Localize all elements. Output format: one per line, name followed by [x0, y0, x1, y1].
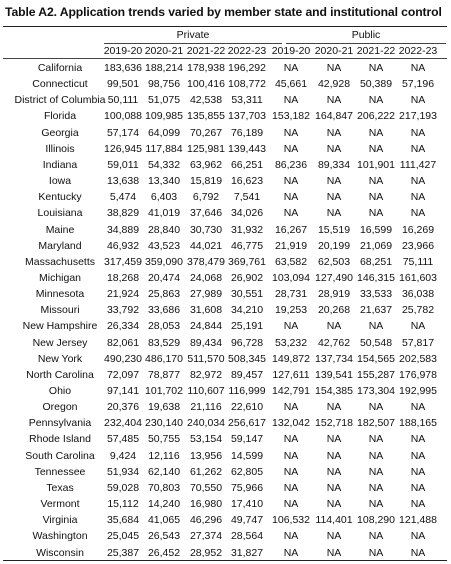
value-cell: 46,932 — [106, 239, 140, 252]
value-cell: 139,443 — [228, 142, 266, 155]
value-cell: 98,756 — [147, 78, 181, 91]
state-cell: Minnesota — [35, 288, 85, 301]
value-cell: 33,686 — [147, 304, 181, 317]
value-cell: 137,703 — [228, 110, 266, 123]
value-cell: NA — [326, 530, 342, 543]
value-cell: 30,730 — [189, 223, 223, 236]
year-header-4: 2019-20 — [271, 45, 311, 57]
value-cell: NA — [368, 175, 384, 188]
value-cell: 16,980 — [189, 498, 223, 511]
value-cell: 36,038 — [401, 288, 435, 301]
table-title: Table A2. Application trends varied by member state and institutional control — [5, 5, 442, 19]
year-header-0: 2019-20 — [103, 45, 143, 57]
value-cell: 116,999 — [228, 385, 266, 397]
value-cell: 176,978 — [399, 368, 437, 381]
value-cell: 230,140 — [145, 417, 183, 430]
value-cell: 183,636 — [104, 62, 142, 74]
value-cell: 78,877 — [147, 368, 181, 381]
value-cell: NA — [368, 207, 384, 220]
value-cell: 18,268 — [106, 271, 140, 284]
value-cell: 89,334 — [317, 158, 351, 171]
value-cell: 132,042 — [272, 417, 310, 430]
value-cell: 43,523 — [147, 239, 181, 252]
year-header-7: 2022-23 — [398, 45, 438, 57]
value-cell: NA — [368, 62, 384, 74]
value-cell: 16,623 — [230, 175, 264, 188]
value-cell: NA — [410, 498, 426, 511]
value-cell: 21,924 — [106, 288, 140, 301]
value-cell: 25,863 — [147, 288, 181, 301]
value-cell: 66,251 — [230, 158, 264, 171]
value-cell: 378,479 — [187, 255, 225, 268]
value-cell: NA — [410, 433, 426, 446]
value-cell: 196,292 — [228, 62, 266, 74]
value-cell: 26,452 — [147, 546, 181, 559]
state-cell: Georgia — [41, 126, 79, 139]
state-cell: New York — [37, 352, 83, 365]
value-cell: 53,311 — [231, 94, 263, 107]
value-cell: 46,296 — [189, 514, 223, 527]
value-cell: 27,989 — [189, 288, 223, 301]
value-cell: 20,268 — [317, 304, 351, 317]
value-cell: 126,945 — [104, 142, 142, 155]
value-cell: 317,459 — [104, 255, 142, 268]
value-cell: NA — [283, 175, 299, 188]
value-cell: 97,141 — [106, 385, 140, 397]
value-cell: NA — [368, 126, 384, 139]
value-cell: 20,376 — [106, 401, 140, 414]
value-cell: 54,332 — [147, 158, 181, 171]
value-cell: 206,222 — [357, 110, 395, 123]
value-cell: 76,189 — [230, 126, 264, 139]
value-cell: 182,507 — [357, 417, 395, 430]
value-cell: 42,538 — [189, 94, 223, 107]
value-cell: 31,932 — [230, 223, 264, 236]
value-cell: 139,541 — [315, 368, 353, 381]
state-cell: Oregon — [42, 401, 78, 414]
value-cell: 25,387 — [106, 546, 140, 559]
value-cell: NA — [368, 546, 384, 559]
value-cell: 19,638 — [147, 401, 181, 414]
value-cell: 53,154 — [189, 433, 223, 446]
value-cell: 25,782 — [401, 304, 435, 317]
value-cell: NA — [410, 401, 426, 414]
value-cell: NA — [283, 191, 299, 204]
value-cell: 192,995 — [399, 385, 437, 397]
value-cell: 70,803 — [147, 481, 181, 494]
state-cell: Ohio — [48, 385, 72, 397]
value-cell: NA — [368, 142, 384, 155]
value-cell: 57,817 — [401, 336, 435, 349]
value-cell: NA — [283, 94, 299, 107]
value-cell: 173,304 — [357, 385, 395, 397]
value-cell: NA — [410, 449, 426, 462]
value-cell: NA — [368, 498, 384, 511]
value-cell: 114,401 — [315, 514, 353, 527]
value-cell: 25,191 — [230, 320, 264, 333]
value-cell: 202,583 — [399, 352, 437, 365]
value-cell: 62,503 — [317, 255, 351, 268]
value-cell: 108,290 — [357, 514, 395, 527]
value-cell: 82,061 — [106, 336, 140, 349]
value-cell: 33,792 — [106, 304, 140, 317]
value-cell: 7,541 — [233, 191, 261, 204]
value-cell: 46,775 — [230, 239, 264, 252]
value-cell: 24,844 — [189, 320, 223, 333]
value-cell: 19,253 — [274, 304, 308, 317]
value-cell: 188,165 — [399, 417, 437, 430]
year-header-1: 2020-21 — [144, 45, 184, 57]
state-cell: Illinois — [45, 142, 75, 155]
value-cell: NA — [326, 62, 342, 74]
value-cell: 59,011 — [107, 158, 139, 171]
value-cell: NA — [283, 320, 299, 333]
value-cell: 61,262 — [189, 465, 223, 478]
value-cell: NA — [410, 126, 426, 139]
value-cell: 45,661 — [274, 78, 308, 91]
value-cell: 15,819 — [189, 175, 223, 188]
value-cell: 24,068 — [189, 271, 223, 284]
value-cell: NA — [326, 546, 342, 559]
state-cell: Washington — [32, 530, 88, 543]
value-cell: 217,193 — [399, 110, 437, 123]
year-header-5: 2020-21 — [314, 45, 354, 57]
value-cell: 15,519 — [317, 223, 351, 236]
value-cell: 26,543 — [147, 530, 181, 543]
value-cell: 34,889 — [106, 223, 140, 236]
value-cell: 16,599 — [359, 223, 393, 236]
value-cell: 38,829 — [106, 207, 140, 220]
value-cell: 117,884 — [145, 142, 183, 155]
value-cell: 20,199 — [317, 239, 351, 252]
value-cell: NA — [410, 546, 426, 559]
value-cell: 59,147 — [230, 433, 264, 446]
value-cell: 161,603 — [399, 271, 437, 284]
value-cell: 188,214 — [145, 62, 183, 74]
state-cell: Vermont — [40, 498, 80, 511]
value-cell: 100,088 — [104, 110, 142, 123]
value-cell: 152,718 — [315, 417, 353, 430]
value-cell: 108,772 — [228, 78, 266, 91]
value-cell: 49,747 — [230, 514, 264, 527]
value-cell: NA — [326, 94, 342, 107]
header-rule — [3, 58, 447, 59]
value-cell: 111,427 — [399, 158, 437, 171]
value-cell: 33,533 — [359, 288, 393, 301]
group-header-public: Public — [351, 29, 381, 41]
value-cell: 15,112 — [107, 498, 139, 511]
value-cell: 106,532 — [272, 514, 310, 527]
state-cell: Pennsylvania — [28, 417, 92, 430]
value-cell: NA — [283, 126, 299, 139]
year-header-2: 2021-22 — [186, 45, 226, 57]
state-cell: Rhode Island — [29, 433, 91, 446]
state-cell: Virginia — [42, 514, 78, 527]
value-cell: NA — [410, 207, 426, 220]
top-rule — [3, 26, 447, 27]
value-cell: 13,340 — [147, 175, 181, 188]
value-cell: 34,210 — [230, 304, 264, 317]
state-cell: New Jersey — [32, 336, 88, 349]
value-cell: 135,855 — [187, 110, 225, 123]
value-cell: 21,637 — [359, 304, 393, 317]
value-cell: NA — [368, 401, 384, 414]
value-cell: 146,315 — [357, 271, 395, 284]
value-cell: NA — [410, 530, 426, 543]
value-cell: NA — [326, 142, 342, 155]
value-cell: NA — [283, 546, 299, 559]
state-cell: Texas — [46, 481, 74, 494]
value-cell: 27,374 — [189, 530, 223, 543]
state-cell: Indiana — [42, 158, 78, 171]
year-header-3: 2022-23 — [227, 45, 267, 57]
value-cell: 31,608 — [189, 304, 223, 317]
value-cell: 508,345 — [228, 352, 266, 365]
value-cell: 14,599 — [230, 449, 264, 462]
value-cell: 6,403 — [150, 191, 178, 204]
value-cell: 13,638 — [106, 175, 140, 188]
value-cell: NA — [410, 465, 426, 478]
bottom-rule — [3, 560, 447, 561]
value-cell: 13,956 — [189, 449, 223, 462]
state-cell: California — [37, 62, 83, 74]
value-cell: 21,919 — [274, 239, 308, 252]
value-cell: NA — [283, 142, 299, 155]
value-cell: 41,019 — [147, 207, 181, 220]
value-cell: NA — [326, 126, 342, 139]
value-cell: NA — [410, 175, 426, 188]
value-cell: 44,021 — [189, 239, 223, 252]
value-cell: NA — [368, 320, 384, 333]
state-cell: Michigan — [38, 271, 82, 284]
state-cell: District of Columbia — [14, 94, 106, 107]
value-cell: 50,548 — [359, 336, 393, 349]
value-cell: 6,792 — [192, 191, 220, 204]
value-cell: NA — [368, 465, 384, 478]
value-cell: 50,755 — [147, 433, 181, 446]
state-cell: Massachusetts — [24, 255, 96, 268]
value-cell: 17,410 — [230, 498, 264, 511]
value-cell: 57,485 — [106, 433, 140, 446]
value-cell: 37,646 — [189, 207, 223, 220]
value-cell: 12,116 — [148, 449, 180, 462]
value-cell: NA — [410, 320, 426, 333]
state-cell: South Carolina — [25, 449, 95, 462]
value-cell: 35,684 — [106, 514, 140, 527]
value-cell: 103,094 — [272, 271, 310, 284]
value-cell: 53,232 — [274, 336, 308, 349]
value-cell: 137,734 — [315, 352, 353, 365]
value-cell: 25,045 — [106, 530, 140, 543]
value-cell: 26,902 — [230, 271, 264, 284]
value-cell: NA — [326, 481, 342, 494]
value-cell: 63,962 — [189, 158, 223, 171]
value-cell: 9,424 — [109, 449, 137, 462]
state-cell: North Carolina — [26, 368, 94, 381]
value-cell: NA — [283, 401, 299, 414]
state-cell: Wisconsin — [36, 546, 84, 559]
value-cell: 51,075 — [147, 94, 181, 107]
value-cell: 23,966 — [401, 239, 435, 252]
value-cell: NA — [283, 481, 299, 494]
value-cell: 109,985 — [145, 110, 183, 123]
value-cell: 511,570 — [187, 352, 225, 365]
state-cell: Maryland — [38, 239, 82, 252]
value-cell: 83,529 — [147, 336, 181, 349]
value-cell: NA — [368, 94, 384, 107]
value-cell: 16,269 — [401, 223, 435, 236]
value-cell: 359,090 — [145, 255, 183, 268]
value-cell: 75,966 — [230, 481, 264, 494]
value-cell: 486,170 — [145, 352, 183, 365]
value-cell: 42,928 — [317, 78, 351, 91]
value-cell: NA — [326, 191, 342, 204]
value-cell: NA — [326, 207, 342, 220]
value-cell: 28,840 — [147, 223, 181, 236]
state-cell: Louisiana — [37, 207, 83, 220]
value-cell: 28,919 — [317, 288, 351, 301]
value-cell: 28,952 — [189, 546, 223, 559]
group-header-private: Private — [176, 29, 210, 41]
value-cell: 100,416 — [187, 78, 225, 91]
value-cell: 16,267 — [274, 223, 308, 236]
state-cell: Kentucky — [38, 191, 82, 204]
value-cell: 125,981 — [187, 142, 225, 155]
state-cell: Connecticut — [32, 78, 88, 91]
value-cell: NA — [283, 62, 299, 74]
state-cell: Florida — [43, 110, 77, 123]
value-cell: 99,501 — [106, 78, 140, 91]
value-cell: NA — [368, 449, 384, 462]
value-cell: 57,174 — [106, 126, 140, 139]
value-cell: 68,251 — [359, 255, 393, 268]
value-cell: 62,805 — [230, 465, 264, 478]
value-cell: 63,582 — [274, 255, 308, 268]
value-cell: NA — [283, 530, 299, 543]
value-cell: 149,872 — [272, 352, 310, 365]
value-cell: 28,731 — [274, 288, 308, 301]
value-cell: 28,053 — [147, 320, 181, 333]
value-cell: 127,611 — [272, 368, 310, 381]
value-cell: NA — [326, 465, 342, 478]
year-header-6: 2021-22 — [356, 45, 396, 57]
group-underline-private — [104, 43, 282, 44]
value-cell: 96,728 — [230, 336, 264, 349]
value-cell: 154,565 — [357, 352, 395, 365]
value-cell: NA — [283, 207, 299, 220]
value-cell: NA — [326, 401, 342, 414]
value-cell: 31,827 — [230, 546, 264, 559]
value-cell: 142,791 — [272, 385, 310, 397]
value-cell: 82,972 — [189, 368, 223, 381]
group-underline-public — [286, 43, 446, 44]
value-cell: NA — [368, 530, 384, 543]
value-cell: NA — [368, 433, 384, 446]
value-cell: NA — [326, 175, 342, 188]
value-cell: NA — [326, 433, 342, 446]
value-cell: NA — [283, 433, 299, 446]
value-cell: 490,230 — [104, 352, 142, 365]
value-cell: 62,140 — [147, 465, 181, 478]
value-cell: 70,550 — [189, 481, 223, 494]
value-cell: NA — [410, 94, 426, 107]
value-cell: 232,404 — [104, 417, 142, 430]
value-cell: 72,097 — [106, 368, 140, 381]
value-cell: 75,111 — [402, 255, 434, 268]
value-cell: 101,702 — [145, 385, 183, 397]
value-cell: 34,026 — [230, 207, 264, 220]
value-cell: NA — [410, 142, 426, 155]
value-cell: NA — [283, 465, 299, 478]
value-cell: 22,610 — [230, 401, 264, 414]
value-cell: 50,111 — [107, 94, 139, 107]
value-cell: NA — [368, 191, 384, 204]
value-cell: 178,938 — [187, 62, 225, 74]
value-cell: 21,116 — [190, 401, 222, 414]
value-cell: 369,761 — [228, 255, 266, 268]
state-cell: Missouri — [40, 304, 80, 317]
value-cell: 89,434 — [189, 336, 223, 349]
value-cell: NA — [368, 481, 384, 494]
value-cell: 240,034 — [187, 417, 225, 430]
value-cell: 154,385 — [315, 385, 353, 397]
value-cell: 127,490 — [315, 271, 353, 284]
value-cell: 86,236 — [274, 158, 308, 171]
value-cell: NA — [283, 498, 299, 511]
value-cell: 70,267 — [189, 126, 223, 139]
value-cell: NA — [326, 320, 342, 333]
value-cell: 57,196 — [401, 78, 435, 91]
value-cell: 59,028 — [106, 481, 140, 494]
value-cell: NA — [326, 449, 342, 462]
value-cell: 50,389 — [359, 78, 393, 91]
value-cell: 21,069 — [359, 239, 393, 252]
value-cell: 41,065 — [147, 514, 181, 527]
value-cell: 51,934 — [106, 465, 140, 478]
value-cell: 164,847 — [315, 110, 353, 123]
value-cell: 64,099 — [147, 126, 181, 139]
value-cell: 42,762 — [317, 336, 351, 349]
value-cell: 101,901 — [357, 158, 395, 171]
value-cell: 155,287 — [357, 368, 395, 381]
value-cell: NA — [326, 498, 342, 511]
value-cell: 110,607 — [187, 385, 225, 397]
value-cell: 28,564 — [230, 530, 264, 543]
value-cell: 20,474 — [147, 271, 181, 284]
value-cell: NA — [410, 191, 426, 204]
value-cell: 256,617 — [228, 417, 266, 430]
value-cell: NA — [283, 449, 299, 462]
state-cell: Maine — [45, 223, 75, 236]
value-cell: 14,240 — [147, 498, 181, 511]
value-cell: NA — [410, 62, 426, 74]
value-cell: 121,488 — [399, 514, 437, 527]
value-cell: 5,474 — [109, 191, 137, 204]
state-cell: New Hampshire — [22, 320, 98, 333]
value-cell: 26,334 — [106, 320, 140, 333]
value-cell: NA — [410, 481, 426, 494]
value-cell: 89,457 — [230, 368, 264, 381]
value-cell: 30,551 — [230, 288, 264, 301]
state-cell: Iowa — [48, 175, 72, 188]
state-cell: Tennessee — [34, 465, 86, 478]
value-cell: 153,182 — [272, 110, 310, 123]
